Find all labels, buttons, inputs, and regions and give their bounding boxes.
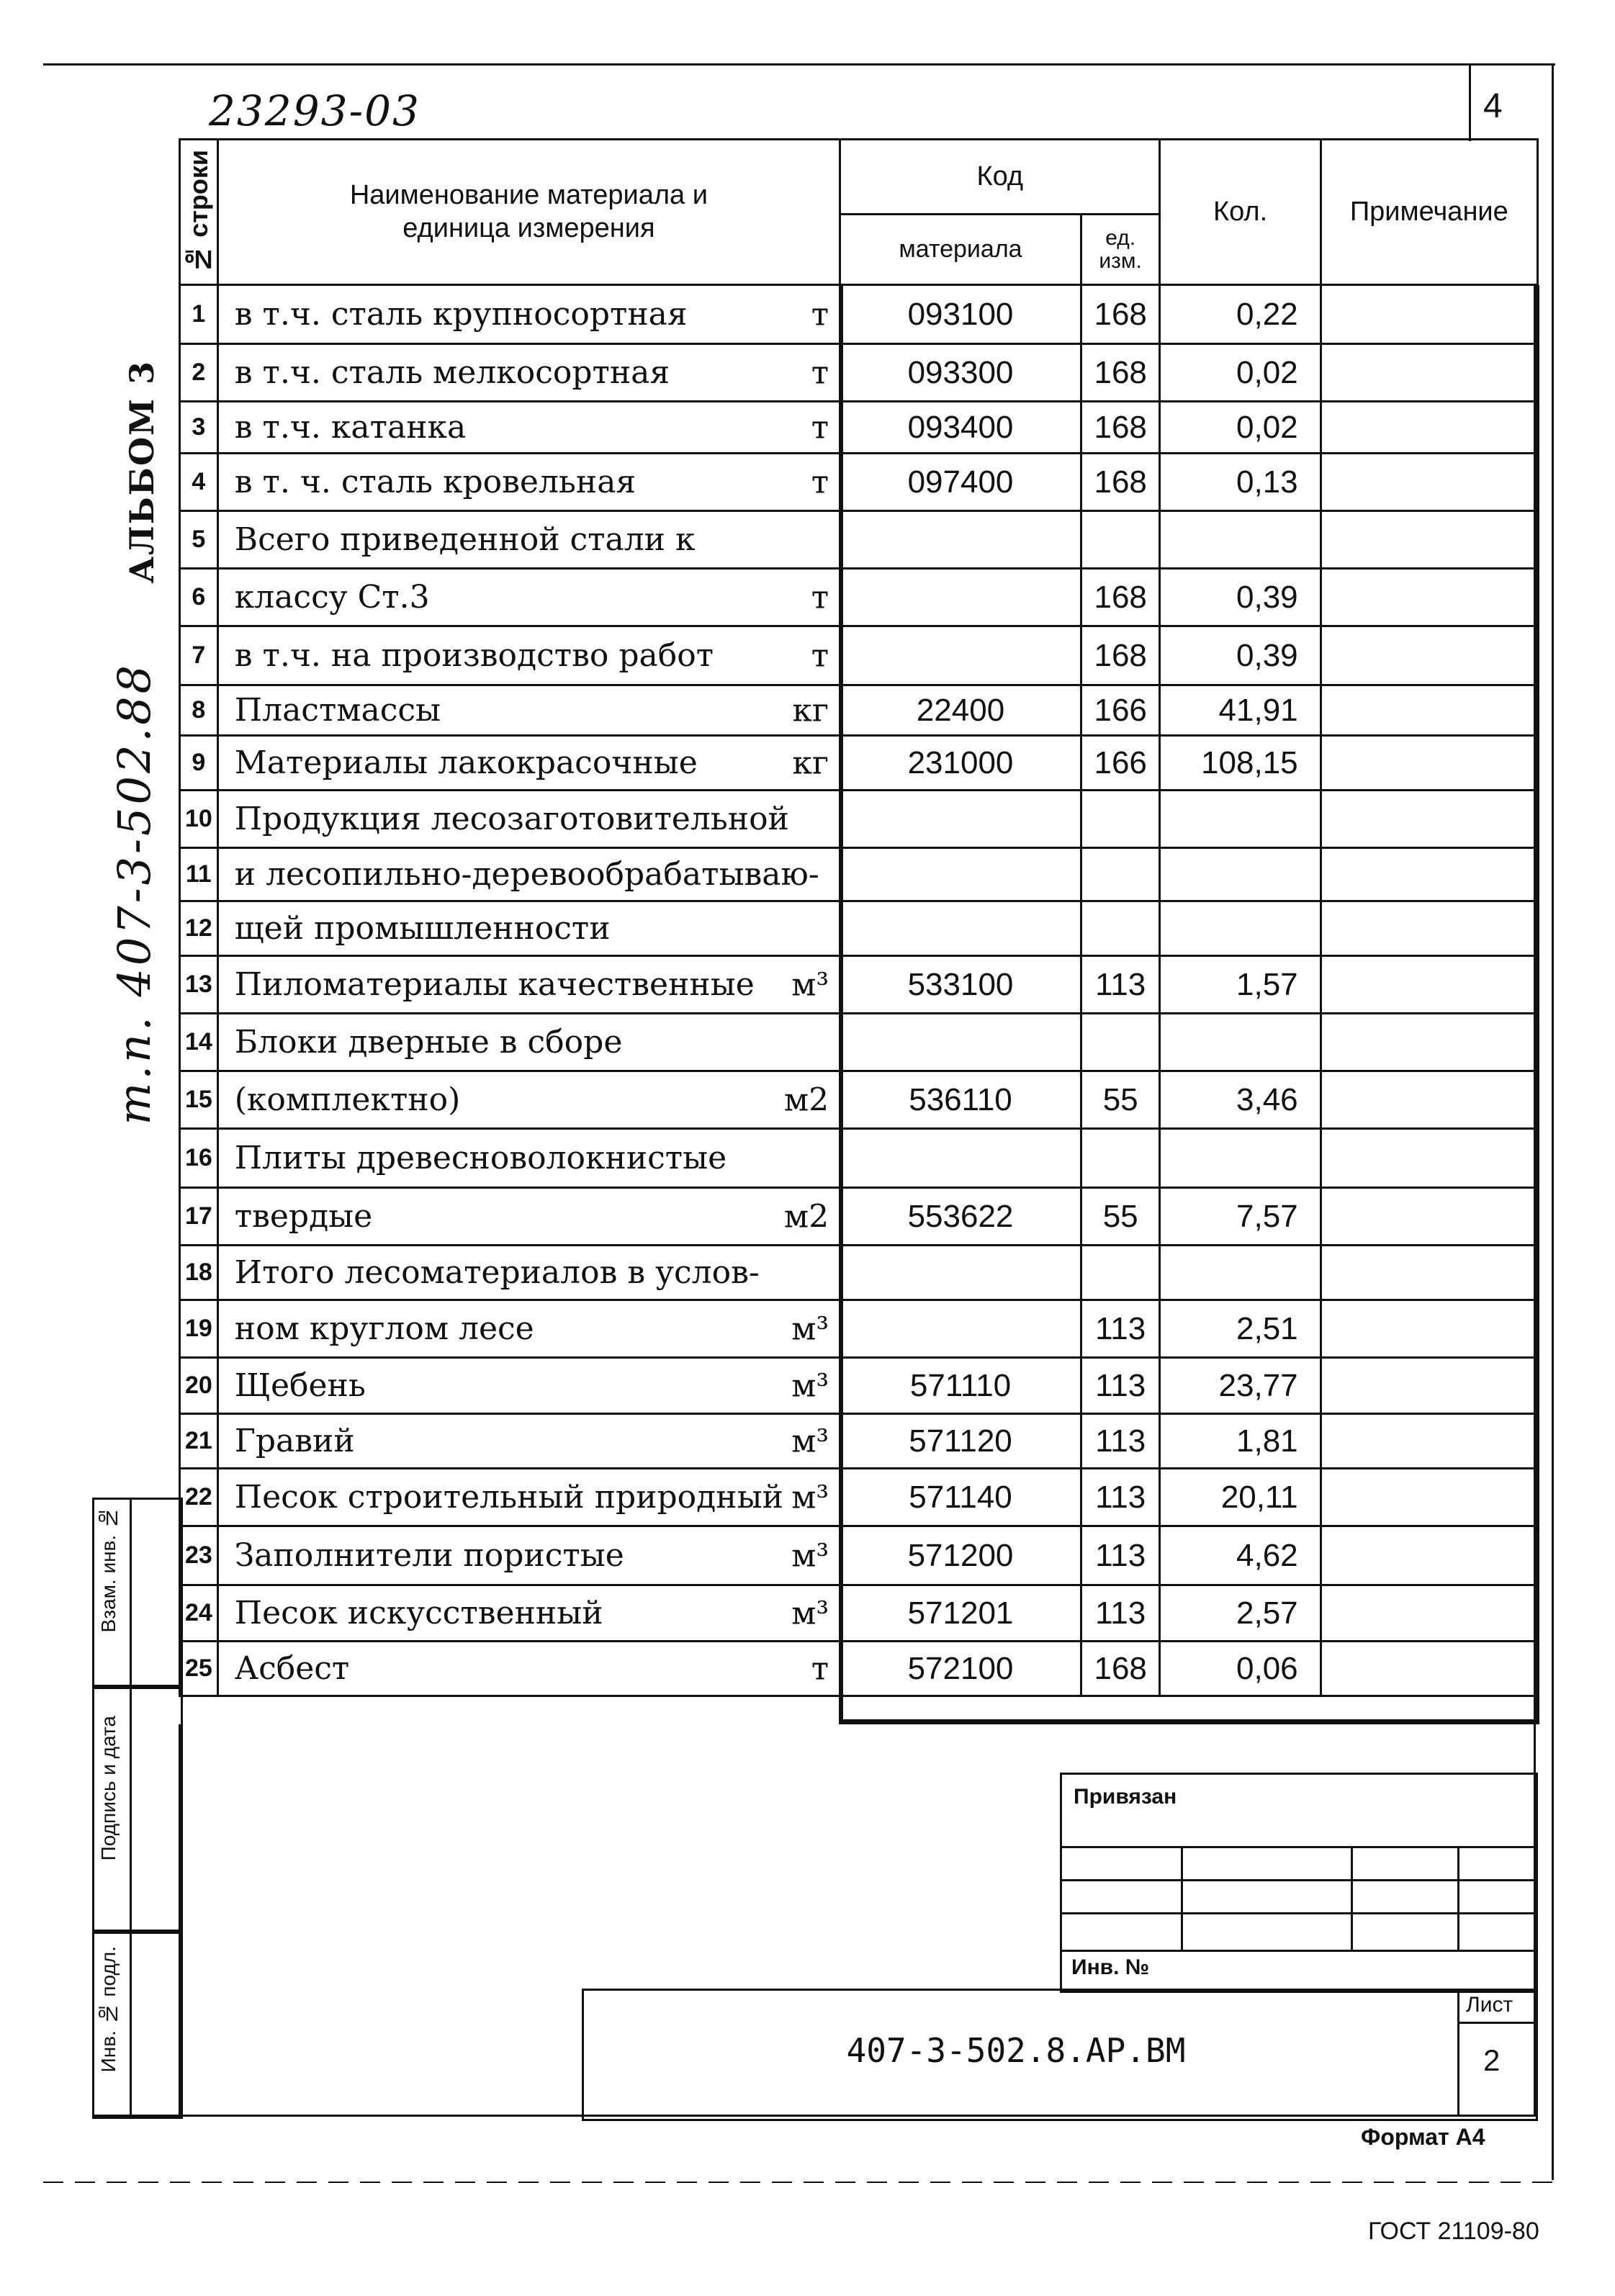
row-number: 12 (180, 901, 218, 956)
row-unit: т (811, 354, 829, 391)
row-note (1321, 1246, 1537, 1300)
table-row (180, 569, 1538, 626)
row-name-cell (217, 1358, 840, 1414)
bottom-dashed-line (43, 2182, 1552, 2183)
row-name: Пластмассы (234, 692, 441, 729)
row-note (1321, 285, 1537, 344)
row-name-cell (217, 791, 840, 848)
table-row (180, 736, 1538, 791)
table-row (180, 1246, 1538, 1300)
row-quantity: 4,62 (1160, 1526, 1321, 1585)
table-row (180, 685, 1538, 736)
table-row (180, 626, 1538, 685)
table-bottom-emphasis-line (839, 1719, 1539, 1724)
side-label-signature-date: Подпись и дата (97, 1716, 120, 1861)
row-quantity (1160, 848, 1321, 901)
row-number: 19 (180, 1300, 218, 1358)
row-number: 1 (180, 285, 218, 344)
row-note (1321, 1585, 1537, 1642)
row-note (1321, 402, 1537, 454)
row-name: Всего приведенной стали к (234, 521, 696, 558)
row-name: в т. ч. сталь кровельная (234, 464, 636, 500)
row-note (1321, 956, 1537, 1014)
row-unit: т (811, 296, 829, 333)
row-quantity: 0,02 (1160, 402, 1321, 454)
side-strip-divider (130, 1498, 132, 2115)
row-name: в т.ч. сталь мелкосортная (234, 354, 670, 391)
row-quantity (1160, 1246, 1321, 1300)
row-code (840, 1129, 1081, 1188)
row-name-cell (217, 685, 840, 736)
row-number: 10 (180, 791, 218, 848)
row-unit: м2 (783, 1081, 829, 1118)
row-number: 7 (180, 626, 218, 685)
table-row (180, 285, 1538, 344)
row-name: в т.ч. катанка (234, 409, 467, 446)
row-quantity: 108,15 (1160, 736, 1321, 791)
row-name-cell (217, 1642, 840, 1696)
row-measure-code (1081, 1014, 1160, 1071)
row-code: 571201 (840, 1585, 1081, 1642)
table-right-emphasis-line (1534, 285, 1539, 1724)
row-note (1321, 1358, 1537, 1414)
row-quantity: 0,39 (1160, 626, 1321, 685)
row-name: Щебень (234, 1367, 366, 1404)
table-row (180, 1071, 1538, 1129)
row-quantity (1160, 901, 1321, 956)
table-row (180, 1642, 1538, 1696)
table-row (180, 1300, 1538, 1358)
row-number: 9 (180, 736, 218, 791)
row-measure-code: 113 (1081, 1585, 1160, 1642)
table-row (180, 791, 1538, 848)
row-number: 5 (180, 511, 218, 569)
row-quantity (1160, 1129, 1321, 1188)
row-quantity (1160, 1014, 1321, 1071)
row-measure-code: 168 (1081, 569, 1160, 626)
row-unit: м³ (791, 1595, 829, 1631)
stamp-sheet-divider (1457, 1989, 1459, 2117)
row-name: Пиломатериалы качественные (234, 966, 755, 1003)
table-row (180, 1414, 1538, 1469)
row-code: 571140 (840, 1469, 1081, 1526)
row-name-cell (217, 1129, 840, 1188)
row-number: 17 (180, 1188, 218, 1246)
row-quantity: 3,46 (1160, 1071, 1321, 1129)
row-name-cell (217, 736, 840, 791)
header-note: Примечание (1321, 140, 1537, 285)
row-measure-code: 113 (1081, 1414, 1160, 1469)
row-name: Заполнители пористые (234, 1537, 624, 1574)
row-unit: т (811, 409, 829, 446)
row-name: щей промышленности (234, 910, 611, 947)
row-name-cell (217, 1071, 840, 1129)
stamp-grid-line-2 (1060, 1879, 1536, 1881)
row-measure-code: 113 (1081, 1300, 1160, 1358)
row-measure-code (1081, 1129, 1160, 1188)
row-number: 15 (180, 1071, 218, 1129)
album-label: АЛЬБОМ 3 (122, 360, 161, 584)
right-border-line (1552, 63, 1554, 2180)
code-column-emphasis-line (839, 285, 843, 1724)
row-note (1321, 1526, 1537, 1585)
row-quantity: 1,81 (1160, 1414, 1321, 1469)
row-note (1321, 511, 1537, 569)
row-measure-code: 113 (1081, 1358, 1160, 1414)
row-unit: т (811, 579, 829, 616)
row-code: 533100 (840, 956, 1081, 1014)
stamp-grid-line-1 (1060, 1846, 1536, 1848)
table-row (180, 344, 1538, 402)
row-number: 13 (180, 956, 218, 1014)
corner-box-left-line (1469, 63, 1471, 141)
row-note (1321, 685, 1537, 736)
side-label-inv-original: Инв. № подл. (97, 1946, 120, 2073)
row-name-cell (217, 511, 840, 569)
table-row (180, 1188, 1538, 1246)
row-name-cell (217, 848, 840, 901)
stamp-grid-vline-1 (1181, 1846, 1183, 1950)
table-row (180, 1469, 1538, 1526)
row-code: 571110 (840, 1358, 1081, 1414)
row-quantity (1160, 791, 1321, 848)
side-label-replaced-inv: Взам. инв. № (97, 1507, 120, 1633)
row-note (1321, 1188, 1537, 1246)
row-code (840, 1300, 1081, 1358)
row-unit: м³ (791, 966, 829, 1003)
row-name-cell (217, 402, 840, 454)
row-unit: кг (792, 744, 829, 781)
row-measure-code: 168 (1081, 1642, 1160, 1696)
table-row (180, 454, 1538, 511)
side-box-signature-date (92, 1685, 183, 1934)
row-code: 572100 (840, 1642, 1081, 1696)
header-name (217, 140, 840, 285)
row-name: Плиты древесноволокнистые (234, 1140, 727, 1176)
table-row (180, 848, 1538, 901)
row-unit: м³ (791, 1479, 829, 1516)
row-code (840, 1014, 1081, 1071)
row-name-cell (217, 901, 840, 956)
row-measure-code: 168 (1081, 626, 1160, 685)
row-code: 093300 (840, 344, 1081, 402)
row-name: Асбест (234, 1650, 350, 1687)
row-number: 4 (180, 454, 218, 511)
gost-label: ГОСТ 21109-80 (1368, 2218, 1539, 2245)
row-quantity: 0,13 (1160, 454, 1321, 511)
row-name: Итого лесоматериалов в услов- (234, 1254, 760, 1291)
row-measure-code (1081, 848, 1160, 901)
row-number: 14 (180, 1014, 218, 1071)
header-code-material: материала (840, 215, 1081, 285)
row-quantity: 20,11 (1160, 1469, 1321, 1526)
stamp-designation-box (582, 1989, 1538, 2121)
stamp-inv-no-label: Инв. № (1071, 1955, 1150, 1979)
stamp-grid-line-3 (1060, 1912, 1536, 1914)
row-number: 22 (180, 1469, 218, 1526)
row-quantity: 0,06 (1160, 1642, 1321, 1696)
row-unit: т (811, 637, 829, 674)
table-row (180, 1129, 1538, 1188)
row-note (1321, 791, 1537, 848)
row-code (840, 848, 1081, 901)
row-quantity: 7,57 (1160, 1188, 1321, 1246)
row-note (1321, 736, 1537, 791)
table-row (180, 1526, 1538, 1585)
row-measure-code: 55 (1081, 1188, 1160, 1246)
row-name: Гравий (234, 1423, 355, 1459)
row-measure-code: 168 (1081, 344, 1160, 402)
row-note (1321, 901, 1537, 956)
row-code: 536110 (840, 1071, 1081, 1129)
page-corner-number: 4 (1483, 87, 1503, 125)
row-name-cell (217, 956, 840, 1014)
row-note (1321, 1414, 1537, 1469)
materials-table (179, 138, 1539, 1697)
row-name-cell (217, 1014, 840, 1071)
header-code-unit-label: ед. изм. (1099, 226, 1142, 273)
table-row (180, 511, 1538, 569)
header-row-number-label: № строки (184, 150, 214, 274)
row-quantity: 0,39 (1160, 569, 1321, 626)
row-name: ном круглом лесе (234, 1310, 534, 1347)
row-name: Материалы лакокрасочные (234, 744, 698, 781)
row-code: 231000 (840, 736, 1081, 791)
header-qty: Кол. (1160, 140, 1321, 285)
row-name: Блоки дверные в сборе (234, 1024, 623, 1061)
row-measure-code (1081, 1246, 1160, 1300)
row-name: Песок строительный природный (234, 1479, 783, 1516)
row-code: 097400 (840, 454, 1081, 511)
row-name-cell (217, 1300, 840, 1358)
row-quantity: 23,77 (1160, 1358, 1321, 1414)
row-name-cell (217, 1188, 840, 1246)
row-code: 571120 (840, 1414, 1081, 1469)
row-measure-code: 113 (1081, 1526, 1160, 1585)
row-number: 24 (180, 1585, 218, 1642)
materials-table-body (180, 285, 1538, 1696)
stamp-grid-vline-3 (1457, 1846, 1459, 1950)
row-note (1321, 1071, 1537, 1129)
row-code (840, 901, 1081, 956)
header-code-unit (1081, 215, 1160, 285)
stamp-designation: 407-3-502.8.АР.ВМ (846, 2031, 1186, 2070)
stamp-sheet-number: 2 (1483, 2043, 1501, 2077)
row-measure-code: 113 (1081, 1469, 1160, 1526)
row-quantity (1160, 511, 1321, 569)
row-quantity: 41,91 (1160, 685, 1321, 736)
row-measure-code (1081, 791, 1160, 848)
row-unit: т (811, 464, 829, 500)
row-number: 18 (180, 1246, 218, 1300)
row-measure-code: 168 (1081, 454, 1160, 511)
row-code (840, 511, 1081, 569)
row-code: 571200 (840, 1526, 1081, 1585)
row-number: 3 (180, 402, 218, 454)
table-row (180, 1358, 1538, 1414)
row-name-cell (217, 1469, 840, 1526)
stamp-grid-line-4 (1060, 1950, 1536, 1952)
archive-number: 23293-03 (209, 86, 420, 135)
row-name-cell (217, 1246, 840, 1300)
row-name-cell (217, 1585, 840, 1642)
row-name: в т.ч. сталь крупносортная (234, 296, 688, 333)
row-number: 16 (180, 1129, 218, 1188)
row-code: 093400 (840, 402, 1081, 454)
header-row-number (180, 140, 218, 285)
row-code (840, 569, 1081, 626)
row-unit: м³ (791, 1423, 829, 1459)
row-quantity: 2,57 (1160, 1585, 1321, 1642)
table-row (180, 1585, 1538, 1642)
row-name: и лесопильно-деревообрабатываю- (234, 856, 819, 893)
header-name-label: Наименование материала и единица измерения (349, 179, 708, 243)
row-quantity: 1,57 (1160, 956, 1321, 1014)
row-unit: м³ (791, 1310, 829, 1347)
top-border-line (43, 63, 1555, 66)
table-row (180, 1014, 1538, 1071)
row-measure-code: 166 (1081, 736, 1160, 791)
row-number: 23 (180, 1526, 218, 1585)
row-unit: м2 (783, 1198, 829, 1235)
row-number: 6 (180, 569, 218, 626)
row-quantity: 0,02 (1160, 344, 1321, 402)
row-note (1321, 569, 1537, 626)
row-code: 553622 (840, 1188, 1081, 1246)
row-note (1321, 626, 1537, 685)
row-number: 11 (180, 848, 218, 901)
row-name-cell (217, 454, 840, 511)
table-row (180, 901, 1538, 956)
row-number: 20 (180, 1358, 218, 1414)
row-code: 22400 (840, 685, 1081, 736)
row-note (1321, 454, 1537, 511)
row-name: Песок искусственный (234, 1595, 603, 1631)
row-number: 21 (180, 1414, 218, 1469)
row-unit: м³ (791, 1367, 829, 1404)
row-number: 25 (180, 1642, 218, 1696)
row-number: 8 (180, 685, 218, 736)
header-code-group: Код (840, 140, 1160, 215)
side-box-replaced-inv (92, 1498, 183, 1689)
row-measure-code: 168 (1081, 285, 1160, 344)
row-name: в т.ч. на производство работ (234, 637, 714, 674)
row-code (840, 791, 1081, 848)
table-row (180, 956, 1538, 1014)
row-unit: м³ (791, 1537, 829, 1574)
row-name-cell (217, 569, 840, 626)
row-name-cell (217, 1526, 840, 1585)
row-name: классу Ст.3 (234, 579, 430, 616)
row-number: 2 (180, 344, 218, 402)
row-measure-code: 55 (1081, 1071, 1160, 1129)
row-name-cell (217, 344, 840, 402)
row-note (1321, 1129, 1537, 1188)
stamp-sheet-label-line (1457, 2022, 1534, 2024)
row-name: Продукция лесозаготовительной (234, 801, 789, 837)
stamp-grid-vline-2 (1351, 1846, 1353, 1950)
row-measure-code: 166 (1081, 685, 1160, 736)
project-label: т.п. 407-3-502.88 (108, 662, 161, 1125)
side-box-inv-original (92, 1930, 183, 2119)
row-name: твердые (234, 1198, 373, 1235)
row-note (1321, 1469, 1537, 1526)
row-note (1321, 848, 1537, 901)
row-quantity: 2,51 (1160, 1300, 1321, 1358)
row-code: 093100 (840, 285, 1081, 344)
row-measure-code (1081, 901, 1160, 956)
row-unit: т (811, 1650, 829, 1687)
row-name: (комплектно) (234, 1081, 461, 1118)
row-code (840, 626, 1081, 685)
row-unit: кг (792, 692, 829, 729)
row-name-cell (217, 626, 840, 685)
row-code (840, 1246, 1081, 1300)
row-measure-code: 168 (1081, 402, 1160, 454)
row-note (1321, 1014, 1537, 1071)
row-note (1321, 1642, 1537, 1696)
stamp-sheet-label: Лист (1466, 1993, 1513, 2017)
row-measure-code: 113 (1081, 956, 1160, 1014)
row-note (1321, 344, 1537, 402)
row-note (1321, 1300, 1537, 1358)
format-label: Формат А4 (1361, 2124, 1485, 2150)
row-quantity: 0,22 (1160, 285, 1321, 344)
table-row (180, 402, 1538, 454)
row-name-cell (217, 285, 840, 344)
stamp-linked-label: Привязан (1074, 1785, 1177, 1809)
row-name-cell (217, 1414, 840, 1469)
row-measure-code (1081, 511, 1160, 569)
